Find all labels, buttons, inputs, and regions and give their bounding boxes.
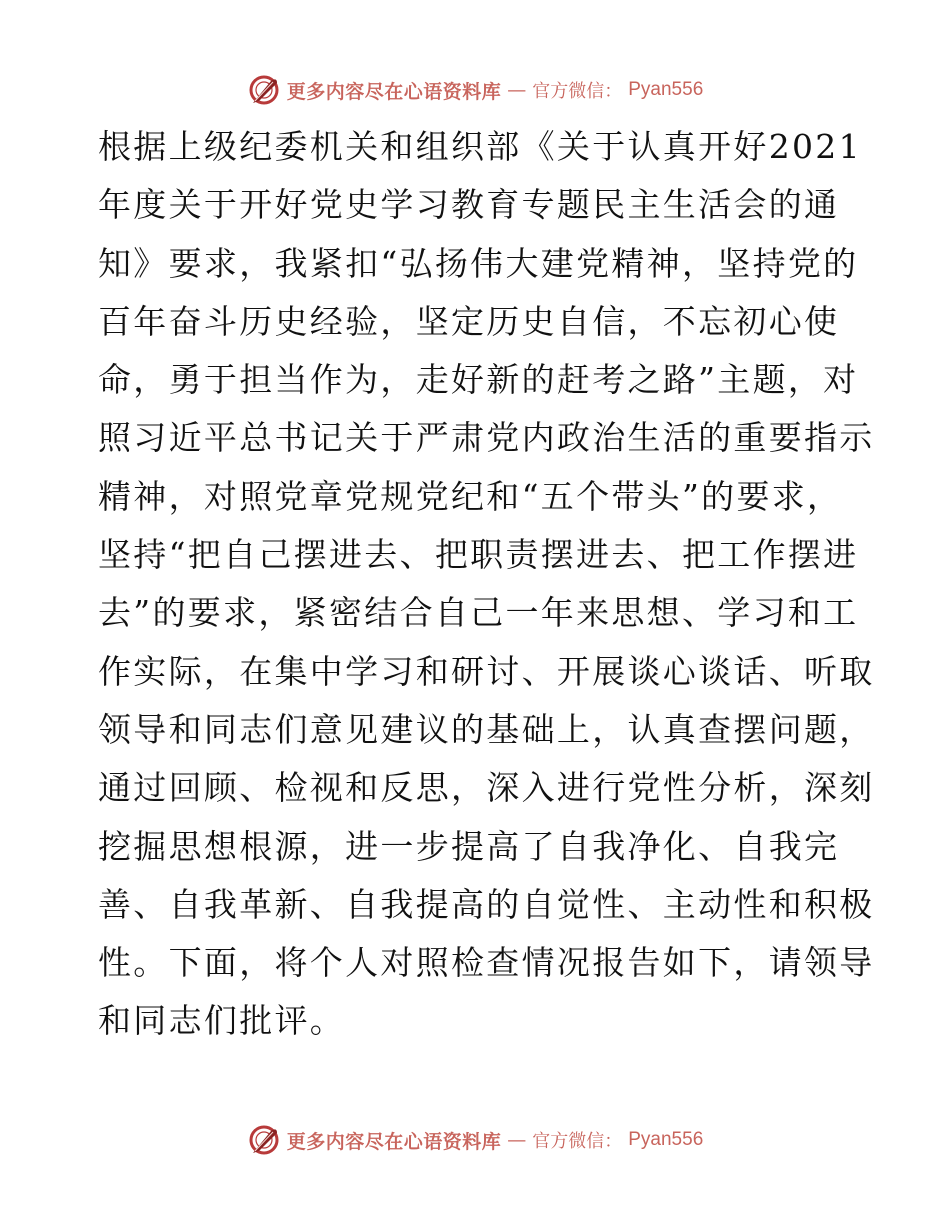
banner-dash: — (507, 1129, 527, 1151)
body-line: 精神，对照党章党规党纪和“五个带头”的要求， (98, 476, 843, 516)
feather-pen-circle-icon (247, 1123, 281, 1157)
body-line: 知》要求，我紧扣“弘扬伟大建党精神，坚持党的 (98, 243, 859, 283)
body-line: 和同志们批评。 (98, 1001, 346, 1041)
banner-wechat-label: 官方微信： (532, 1131, 623, 1152)
body-line: 善、自我革新、自我提高的自觉性、主动性和积极 (98, 884, 875, 924)
body-line: 挖掘思想根源，进一步提高了自我净化、自我完 (98, 826, 840, 866)
banner-wechat-label: 官方微信： (532, 81, 623, 102)
document-body (98, 124, 875, 1057)
body-line: 通过回顾、检视和反思，深入进行党性分析，深刻 (98, 768, 875, 808)
body-line: 作实际，在集中学习和研讨、开展谈心谈话、听取 (98, 651, 875, 691)
banner-main-text: 更多内容尽在心语资料库 (286, 1130, 502, 1153)
body-line: 领导和同志们意见建议的基础上，认真查摆问题， (98, 709, 875, 749)
body-line: 年度关于开好党史学习教育专题民主生活会的通 (98, 185, 840, 225)
body-line: 百年奋斗历史经验，坚定历史自信，不忘初心使 (98, 301, 840, 341)
body-line: 根据上级纪委机关和组织部《关于认真开好2021 (98, 127, 862, 166)
banner-main-text: 更多内容尽在心语资料库 (286, 80, 502, 103)
feather-pen-circle-icon (247, 73, 281, 107)
body-line: 去”的要求，紧密结合自己一年来思想、学习和工 (98, 593, 859, 633)
banner-wechat-id: Pyan556 (628, 79, 704, 100)
banner-dash: — (507, 79, 527, 101)
body-line: 命，勇于担当作为，走好新的赶考之路”主题，对 (98, 360, 859, 400)
banner-wechat-id: Pyan556 (628, 1129, 704, 1150)
footer-banner (0, 1120, 950, 1160)
body-line: 照习近平总书记关于严肃党内政治生活的重要指示 (98, 418, 875, 458)
header-banner (0, 70, 950, 110)
body-line: 坚持“把自己摆进去、把职责摆进去、把工作摆进 (98, 535, 859, 575)
body-line: 性。下面，将个人对照检查情况报告如下，请领导 (98, 943, 875, 983)
